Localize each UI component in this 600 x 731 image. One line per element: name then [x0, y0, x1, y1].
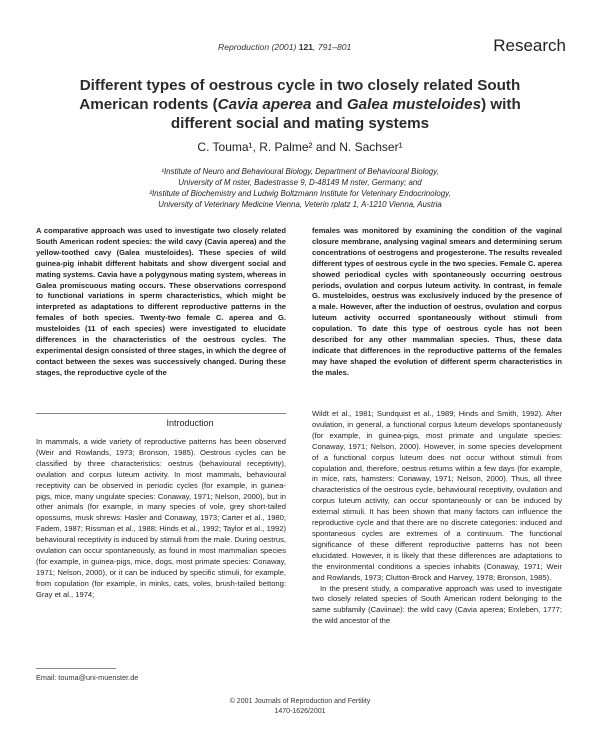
- affiliation-1-line-1: ¹Institute of Neuro and Behavioural Biology, Department of Behavioural Biology,: [161, 167, 439, 176]
- abstract-left-column: [36, 226, 286, 379]
- introduction-right-column: [312, 409, 562, 627]
- affiliation-2-line-1: ²Institute of Biochemistry and Ludwig Boltzmann Institute for Veterinary Endocrinology,: [149, 189, 451, 198]
- affiliation-2-line-2: University of Veterinary Medicine Vienna, Veterin rplatz 1, A-1210 Vienna, Austria: [158, 200, 442, 209]
- article-title: [58, 76, 542, 133]
- author-list: C. Touma¹, R. Palme² and N. Sachser¹: [197, 140, 403, 154]
- affiliation-1-line-2: University of M nster, Badestrasse 9, D-48149 M nster, Germany; and: [178, 178, 422, 187]
- abstract-text-right: females was monitored by examining the condition of the vaginal closure membrane, analysing vaginal smears and determining serum concentrations of oestrogens and progesterone. The results revealed different types of oestrous cycle in the two species. Female C. aperea showed periodical cycles with spontaneously occurring oestrous periods, ovulation and corpus luteum activity. In contrast, in female G. musteloides, oestrus was exclusively induced by the presence of a male. However, after the induction of oestrus, ovulation and corpus luteum activity occurred spontaneously without stimuli from copulation. To date this type of oestrous cycle has not been described for any other mammalian species. Thus, these data indicate that differences in the reproductive patterns of the females may have shaped the evolution of different sperm characteristics in the males.: [312, 226, 562, 377]
- footnote-divider: [36, 668, 116, 669]
- section-label: Research: [493, 36, 566, 55]
- page-footer: [0, 697, 600, 717]
- affiliations: [60, 166, 540, 210]
- copyright-line: © 2001 Journals of Reproduction and Fertility: [229, 698, 371, 705]
- abstract-text-left: A comparative approach was used to investigate two closely related South American rodent species: the wild cavy (Cavia aperea) and the yellow-toothed cavy (Galea musteloides). These species of wild guinea-pig inhabit different habitats and show divergent social and mating systems. Cavia have a polygynous mating system, whereas in Galea promiscuous mating occurs. These observations correspond to functional variations in sperm characteristics, which might be interpreted as adaptations to different reproductive patterns in the females of both species. Twenty-two female C. aperea and G. musteloides (11 of each species) were investigated to elucidate differences in the characteristics of the oestrous cycles. The experimental design consisted of three stages, in which the degree of contact between the sexes was successively changed. During these stages, the reproductive cycle of the: [36, 226, 286, 377]
- introduction-heading: Introduction: [166, 418, 214, 428]
- journal-name: Reproduction: [218, 42, 270, 52]
- introduction-text-left: In mammals, a wide variety of reproductive patterns has been observed (Weir and Rowlands, 1973; Bronson, 1985). Oestrous cycles can be classified by three characteristics: oestrus (behavioural receptivity), ovulation and corpus luteum activity. In most mammals, behavioural receptivity can be observed in periodic cycles (for example, in guinea-pigs, mice, many ungulate species: Conaway, 1971; Nelson, 2000), but in other animals (for example, in many species of vole, grey short-tailed opossums, musk shrews: Hasler and Conaway, 1973; Carter et al., 1980; Fadem, 1987; Rissman et al., 1988; Hinds et al., 1992; Taylor et al., 1992) behavioural receptivity is induced by stimuli from the male. During oestrus, ovulation can occur spontaneously, as found in most mammalian species (for example, in guinea-pigs, mice, dogs, most primate species: Conaway, 1971; Nelson, 2000), or it can be induced by specific stimuli, for example, from copulation (for example, in minks, cats, voles, brush-tailed bettong: Gray et al., 1974;: [36, 437, 286, 599]
- journal-year: (2001): [269, 42, 299, 52]
- section-divider: [36, 413, 286, 414]
- title-text-2: ) with different social and mating systems: [170, 96, 521, 132]
- introduction-text-right-p2: In the present study, a comparative approach was used to investigate two closely related species of South American rodent belonging to the same subfamily (Caviinae): the wild cavy (Cavia aperea; Erxleben, 1777; the wild ancestor of the: [312, 583, 562, 626]
- journal-citation: [218, 42, 351, 52]
- journal-volume: 121: [298, 42, 314, 52]
- title-species-1: Cavia aperea: [217, 96, 312, 113]
- title-species-2: Galea musteloides: [346, 96, 482, 113]
- introduction-text-right-p1: Wildt et al., 1981; Sundquist et al., 1989; Hinds and Smith, 1992). After ovulation, in general, a functional corpus luteum develops spontaneously (for example, in guinea-pigs, most primate and ungulate species: Conaway, 1971; Nelson, 2000). However, in some species development of a functional corpus luteum does not occur without stimuli from copulation and, therefore, oestrus returns within a few days (for example, in mice, rats, hamsters: Conaway, 1971; Nelson, 2000). Thus, all three characteristics of the oestrous cycle, behavioural receptivity, ovulation and corpus luteum activity, can occur spontaneously or can be induced by external stimuli. It has been shown that many factors can influence the reproductive cycle and that there are no discrete categories: induced and spontaneous cycles are extremes of a continuum. The functional significance of these different reproductive patterns has not been elucidated. However, it is likely that these differences are adaptations to the environmental conditions a species inhabits (Conaway, 1971; Weir and Rowlands, 1973; Clutton-Brock and Harvey, 1978; Bronson, 1985).: [312, 409, 562, 582]
- abstract-right-column: [312, 226, 562, 379]
- introduction-left-column: [36, 437, 286, 601]
- title-text-1: Different types of oestrous cycle in two closely related South American rodents (: [79, 77, 521, 113]
- corresponding-email: Email: touma@uni-muenster.de: [36, 673, 139, 682]
- title-and: and: [311, 96, 347, 113]
- issn-line: 1470-1626/2001: [274, 708, 326, 715]
- journal-pages: , 791–801: [313, 42, 352, 52]
